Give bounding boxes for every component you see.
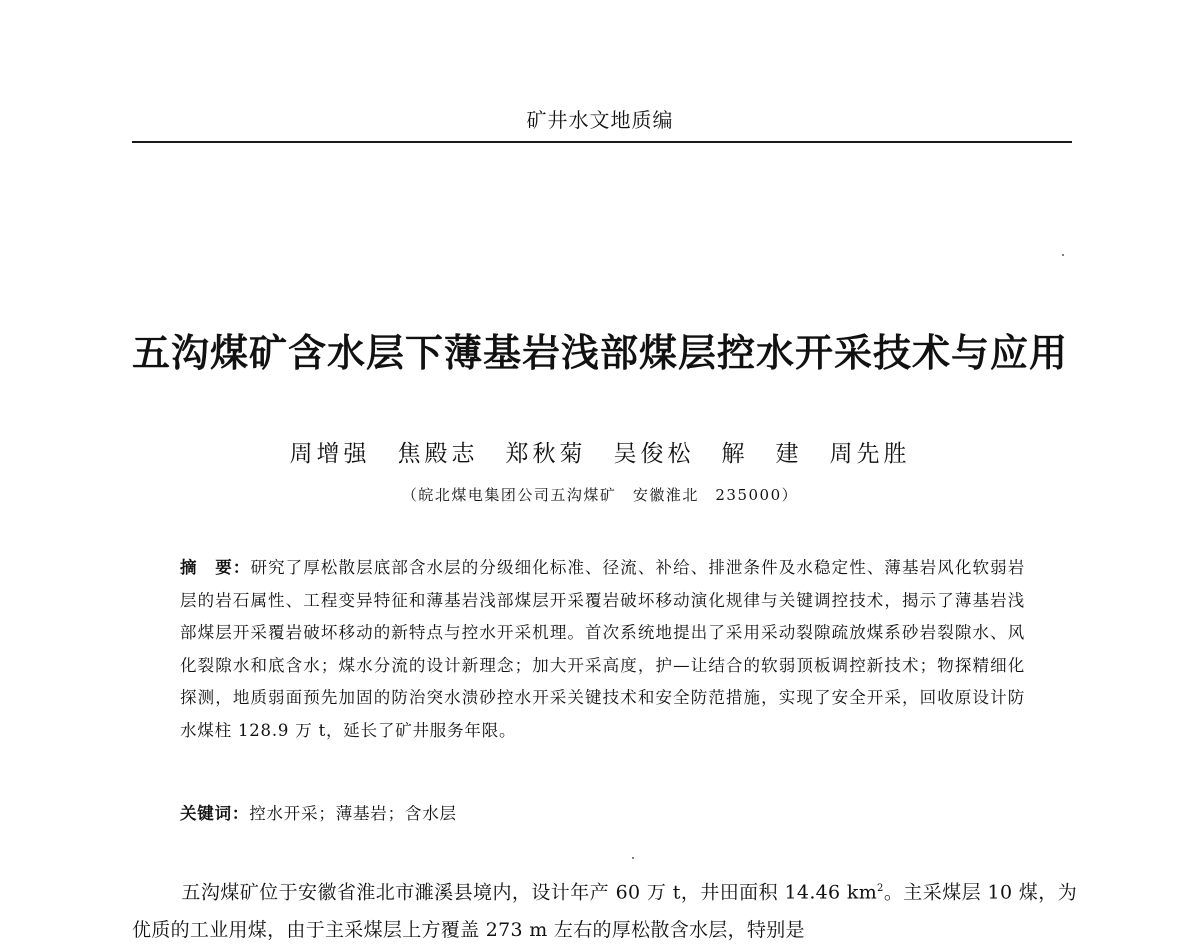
abstract-text: 研究了厚松散层底部含水层的分级细化标准、径流、补给、排泄条件及水稳定性、薄基岩风化软弱岩层的岩石属性、工程变异特征和薄基岩浅部煤层开采覆岩破坏移动演化规律与关键调控技术，揭示了薄基岩浅部煤层开采覆岩破坏移动的新特点与控水开采机理。首次系统地提出了采用采动裂隙疏放煤系砂岩裂隙水、风化裂隙水和底含水；煤水分流的设计新理念；加大开采高度，护—让结合的软弱顶板调控新技术；物探精细化探测，地质弱面预先加固的防治突水溃砂控水开采关键技术和安全防范措施，实现了安全开采，回收原设计防水煤柱 128.9 万 t，延长了矿井服务年限。 [180,558,1026,740]
superscript: 2 [877,883,884,894]
keywords-label: 关键词： [180,804,250,823]
scan-speck [1062,254,1064,256]
running-header: 矿井水文地质编 [526,108,674,132]
abstract [180,552,1025,747]
header-rule [132,141,1072,143]
keywords-text: 控水开采；薄基岩；含水层 [249,804,457,823]
body-text-start: 五沟煤矿位于安徽省淮北市濉溪县境内，设计年产 60 万 t，井田面积 14.46 km [181,881,878,904]
body-text-end: 。主采煤层 10 煤，为优质的工业用煤，由于主采煤层上方覆盖 273 m 左右的厚松散含水层，特别是 [132,881,1077,942]
affiliation: （皖北煤电集团公司五沟煤矿 安徽淮北 235000） [401,486,799,504]
abstract-label: 摘 要： [180,558,251,577]
scan-speck [632,857,634,859]
author-list: 周增强 焦殿志 郑秋菊 吴俊松 解 建 周先胜 [289,441,911,467]
body-paragraph [132,870,1077,949]
keywords [180,800,1025,824]
paper-title: 五沟煤矿含水层下薄基岩浅部煤层控水开采技术与应用 [131,331,1068,375]
